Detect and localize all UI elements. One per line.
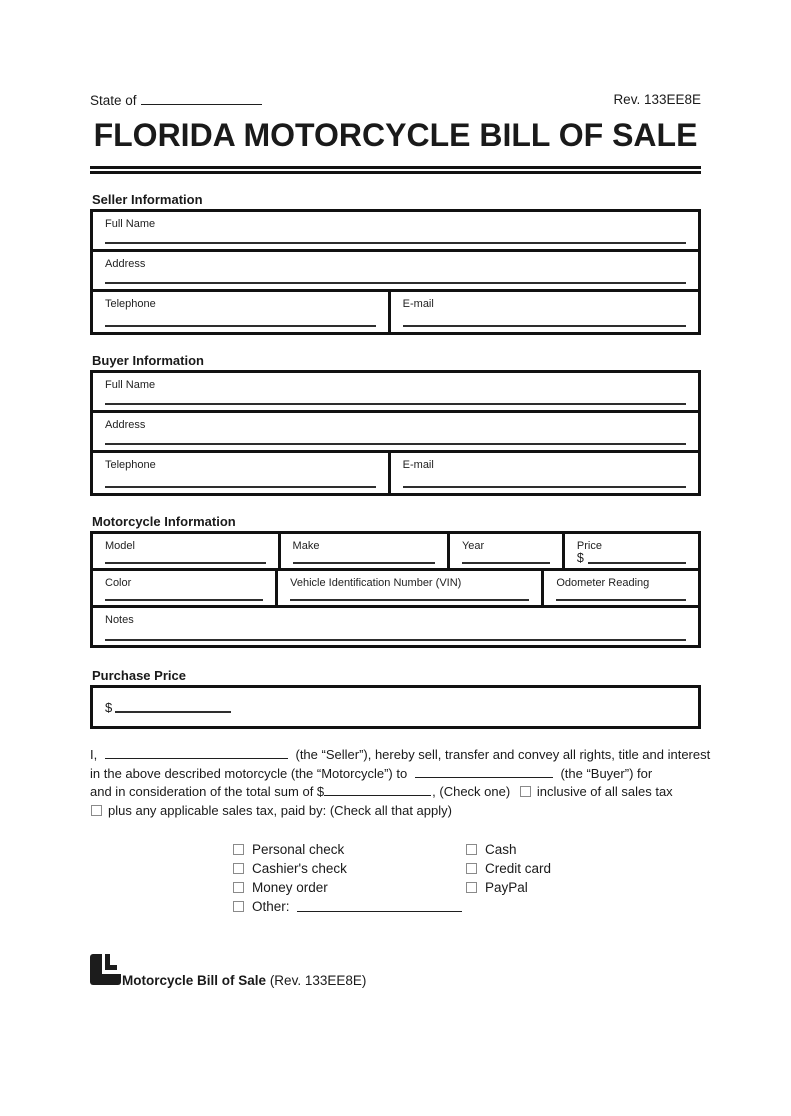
footer-revision: (Rev. 133EE8E) [269, 973, 367, 988]
checkbox-paypal[interactable] [466, 882, 477, 893]
seller-address-label: Address [105, 258, 146, 270]
motorcycle-info-box [90, 531, 701, 648]
seller-section-heading: Seller Information [92, 192, 203, 207]
payment-option-cashiers-check [233, 859, 466, 878]
odometer-input[interactable] [556, 599, 686, 601]
agreement-paragraph [90, 746, 711, 820]
agreement-line2-pre: in the above described motorcycle (the “Motorcycle”) to [90, 765, 408, 781]
vin-label: Vehicle Identification Number (VIN) [290, 577, 462, 589]
year-label: Year [461, 540, 485, 552]
make-input[interactable] [293, 562, 435, 564]
page-title: FLORIDA MOTORCYCLE BILL OF SALE [93, 117, 698, 153]
notes-cell [93, 608, 698, 645]
seller-fullname-label: Full Name [105, 218, 156, 230]
buyer-email-label: E-mail [402, 459, 434, 471]
checkbox-cash[interactable] [466, 844, 477, 855]
make-cell [281, 534, 450, 568]
seller-name-blank[interactable] [105, 746, 288, 759]
checkbox-credit-card[interactable] [466, 863, 477, 874]
credit-card-label: Credit card [485, 861, 552, 876]
price-label: Price [576, 540, 602, 552]
checkbox-cashiers-check[interactable] [233, 863, 244, 874]
buyer-address-label: Address [105, 419, 146, 431]
color-label: Color [105, 577, 132, 589]
model-input[interactable] [105, 562, 266, 564]
seller-telephone-label: Telephone [105, 298, 156, 310]
make-label: Make [292, 540, 320, 552]
purchase-price-input[interactable] [115, 711, 231, 713]
odometer-label: Odometer Reading [556, 577, 650, 589]
buyer-info-box [90, 370, 701, 496]
vin-input[interactable] [290, 599, 529, 601]
seller-telephone-input[interactable] [105, 325, 376, 327]
personal-check-label: Personal check [252, 842, 345, 857]
other-label: Other: [252, 899, 290, 914]
seller-address-input[interactable] [105, 282, 686, 284]
seller-email-cell [391, 292, 698, 332]
agreement-line1-pre: I, [90, 747, 98, 762]
checkbox-plus-sales-tax[interactable] [91, 805, 102, 816]
footer-text [122, 973, 366, 990]
price-cell [565, 534, 698, 568]
purchase-price-box [90, 685, 701, 729]
buyer-fullname-label: Full Name [105, 379, 156, 391]
purchase-price-currency-symbol: $ [105, 700, 113, 715]
other-payment-blank[interactable] [297, 901, 462, 912]
buyer-email-cell [391, 453, 698, 493]
state-of-field [90, 92, 262, 108]
payment-option-money-order [233, 878, 466, 897]
checkbox-money-order[interactable] [233, 882, 244, 893]
seller-fullname-input[interactable] [105, 242, 686, 244]
odometer-cell [544, 571, 698, 605]
plus-sales-tax-label: plus any applicable sales tax, paid by: (Check all that apply) [108, 802, 452, 818]
buyer-fullname-input[interactable] [105, 403, 686, 405]
cashiers-check-label: Cashier's check [252, 861, 347, 876]
buyer-email-input[interactable] [403, 486, 686, 488]
vin-cell [278, 571, 544, 605]
motorcycle-section-heading: Motorcycle Information [92, 514, 236, 529]
seller-fullname-cell [93, 212, 698, 249]
seller-email-label: E-mail [402, 298, 434, 310]
agreement-line2-post: (the “Buyer”) for [560, 765, 653, 781]
price-input[interactable] [588, 562, 686, 564]
model-label: Model [105, 540, 135, 552]
total-sum-blank[interactable] [324, 783, 431, 796]
color-cell [93, 571, 278, 605]
page-header [90, 92, 701, 108]
payment-option-paypal [466, 878, 551, 897]
agreement-line3-mid: , (Check one) [432, 784, 511, 799]
seller-address-cell [93, 252, 698, 289]
checkbox-personal-check[interactable] [233, 844, 244, 855]
payment-option-personal-check [233, 840, 466, 859]
year-cell [450, 534, 565, 568]
legal-templates-logo-icon [90, 954, 121, 990]
payment-option-credit-card [466, 859, 551, 878]
color-input[interactable] [105, 599, 263, 601]
footer-doc-name: Motorcycle Bill of Sale [122, 973, 267, 988]
state-name-blank[interactable] [141, 92, 262, 105]
price-currency-symbol: $ [576, 551, 584, 565]
seller-email-input[interactable] [403, 325, 686, 327]
notes-input[interactable] [105, 639, 686, 641]
form-page [90, 92, 711, 990]
title-divider [90, 166, 701, 174]
buyer-section-heading: Buyer Information [92, 353, 204, 368]
notes-label: Notes [105, 614, 134, 626]
buyer-name-blank[interactable] [415, 765, 553, 778]
checkbox-inclusive-sales-tax[interactable] [520, 786, 531, 797]
purchase-price-heading: Purchase Price [92, 668, 186, 683]
buyer-telephone-label: Telephone [105, 459, 156, 471]
checkbox-other[interactable] [233, 901, 244, 912]
page-footer [90, 954, 701, 990]
seller-telephone-cell [93, 292, 391, 332]
payment-methods-right-column [466, 840, 551, 916]
payment-option-other [233, 897, 466, 916]
revision-code: Rev. 133EE8E [613, 92, 701, 107]
inclusive-sales-tax-label: inclusive of all sales tax [536, 784, 673, 799]
payment-methods-left-column [233, 840, 466, 916]
buyer-telephone-cell [93, 453, 391, 493]
model-cell [93, 534, 281, 568]
payment-methods [233, 840, 701, 916]
agreement-line3-pre: and in consideration of the total sum of $ [90, 784, 325, 799]
paypal-label: PayPal [485, 880, 528, 895]
payment-option-cash [466, 840, 551, 859]
seller-info-box [90, 209, 701, 335]
buyer-address-input[interactable] [105, 443, 686, 445]
cash-label: Cash [485, 842, 517, 857]
money-order-label: Money order [252, 880, 328, 895]
agreement-line1-post: (the “Seller”), hereby sell, transfer and convey all rights, title and interest [295, 747, 711, 762]
buyer-fullname-cell [93, 373, 698, 410]
state-of-label: State of [90, 93, 137, 108]
buyer-telephone-input[interactable] [105, 486, 376, 488]
year-input[interactable] [462, 562, 550, 564]
buyer-address-cell [93, 413, 698, 450]
